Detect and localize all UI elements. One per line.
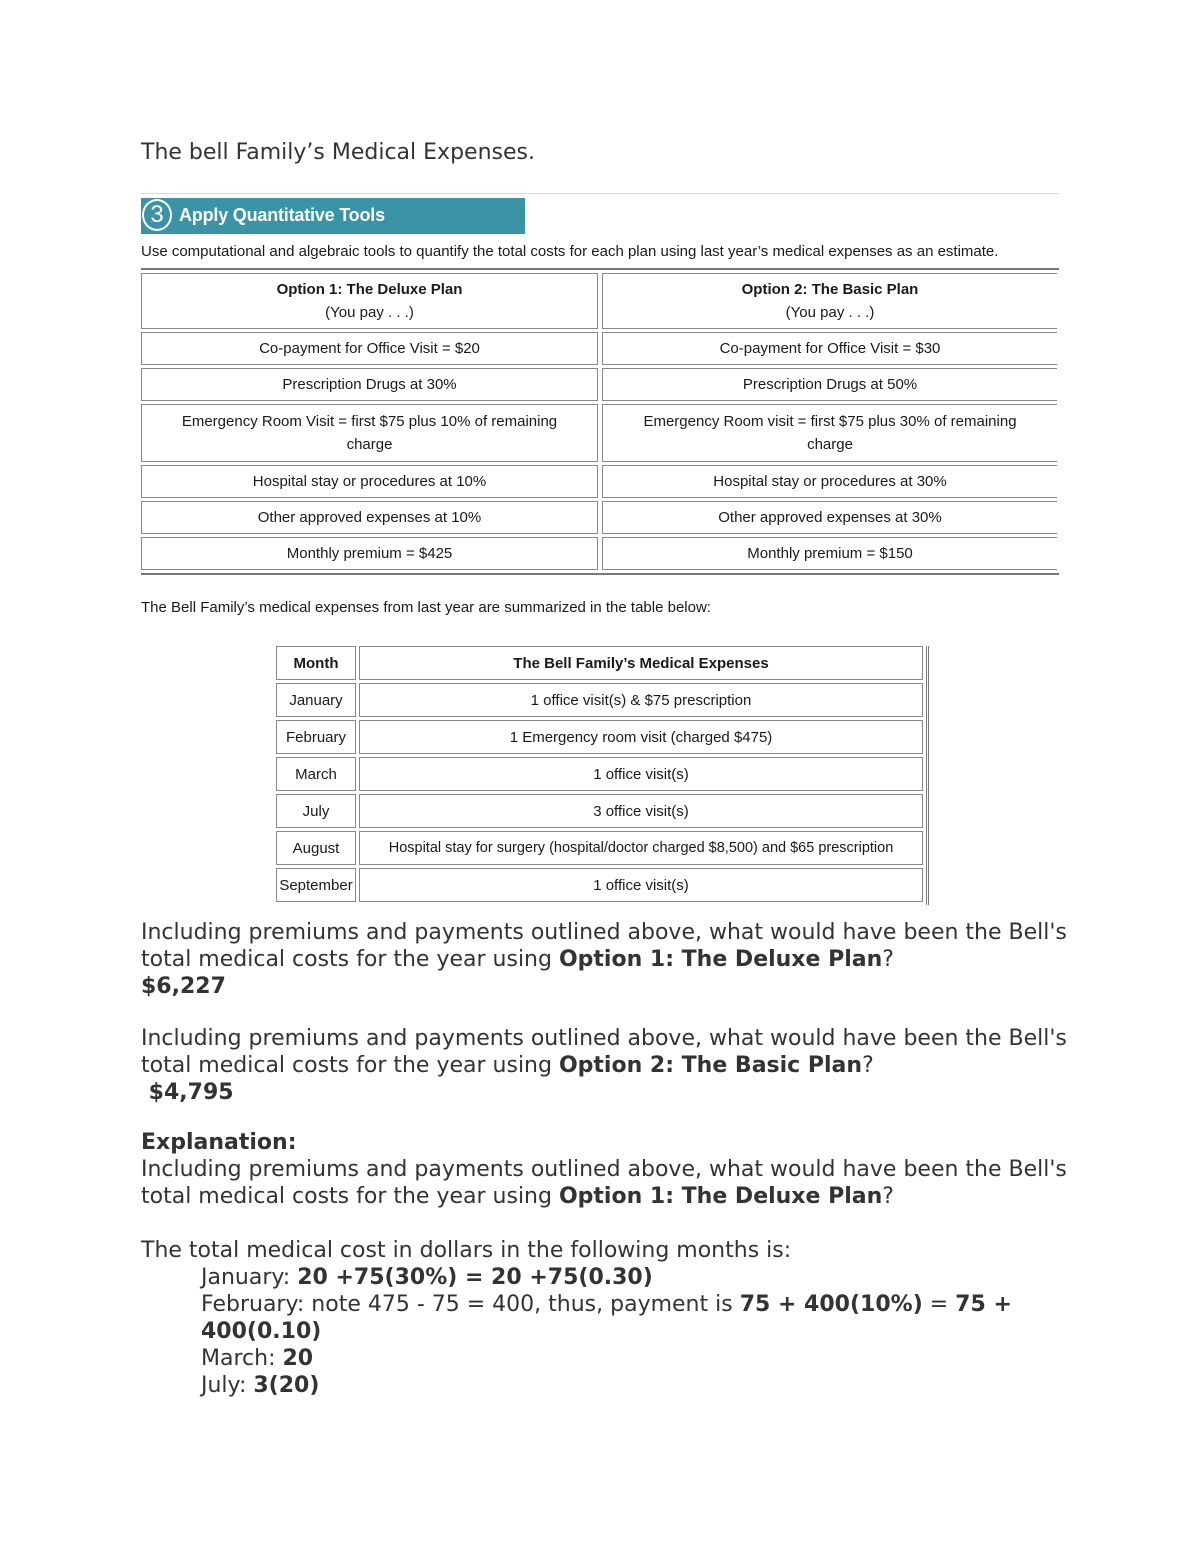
question-mark: ? (882, 1184, 894, 1209)
section-banner (141, 198, 525, 234)
table-cell: Hospital stay or procedures at 10% (141, 465, 598, 498)
calc-label: March: (201, 1346, 283, 1371)
intro-text: Use computational and algebraic tools to quantify the total costs for each plan using last year’s medical expenses as an estimate. (141, 243, 999, 260)
question-mark: ? (882, 947, 894, 972)
calc-value: 20 +75(30%) = 20 +75(0.30) (297, 1265, 653, 1290)
plan-name: Option 2: The Basic Plan (558, 1053, 863, 1078)
explanation-section (141, 1129, 1101, 1399)
table-cell: February (276, 720, 356, 754)
table-row (276, 794, 926, 828)
calc-label: February: note 475 - 75 = 400, thus, payment is (201, 1292, 740, 1317)
table-cell: Other approved expenses at 30% (602, 501, 1057, 534)
calc-label: July: (201, 1373, 254, 1398)
table-row (276, 868, 926, 902)
question-text: Including premiums and payments outlined above, what would have been the Bell's total medical costs for the year using (141, 1026, 1067, 1078)
table-cell: 1 office visit(s) (359, 757, 923, 791)
calc-march (201, 1345, 1101, 1372)
calc-value: 20 (282, 1346, 314, 1371)
table-row (141, 465, 1059, 498)
page-title: The bell Family’s Medical Expenses. (141, 140, 535, 165)
table-cell: July (276, 794, 356, 828)
table-row (276, 683, 926, 717)
table-row (141, 404, 1059, 462)
table-row (141, 273, 1059, 329)
plan-subheading: (You pay . . .) (325, 304, 414, 321)
table-cell: September (276, 868, 356, 902)
table-cell: 1 office visit(s) (359, 868, 923, 902)
table-row (276, 757, 926, 791)
table-cell: Emergency Room Visit = first $75 plus 10% of remaining charge (141, 404, 598, 462)
summary-text: The Bell Family’s medical expenses from last year are summarized in the table below: (141, 599, 711, 616)
table-cell: August (276, 831, 356, 865)
table-cell: March (276, 757, 356, 791)
calc-january (201, 1264, 1101, 1291)
table-row (276, 720, 926, 754)
step-number-badge: 3 (142, 199, 172, 231)
table-cell: Prescription Drugs at 50% (602, 368, 1057, 401)
explanation-heading: Explanation: (141, 1130, 297, 1155)
calc-label: January: (201, 1265, 298, 1290)
table-header-row (276, 646, 926, 680)
table-cell: Co-payment for Office Visit = $30 (602, 332, 1057, 365)
calc-equals: = (922, 1292, 956, 1317)
question-mark: ? (862, 1053, 874, 1078)
calc-value: 3(20) (253, 1373, 320, 1398)
question-1 (141, 919, 1101, 1000)
answer-value: $4,795 (141, 1080, 234, 1105)
calc-february (201, 1291, 1101, 1345)
calc-july (201, 1372, 1101, 1399)
table-row (141, 332, 1059, 365)
table-cell: January (276, 683, 356, 717)
table-row (141, 537, 1059, 570)
month-calculations (141, 1264, 1101, 1399)
table-cell: Prescription Drugs at 30% (141, 368, 598, 401)
plan-header-option1 (141, 273, 598, 329)
calc-value: 75 + 400(10%) (739, 1292, 923, 1317)
column-header: The Bell Family’s Medical Expenses (359, 646, 923, 680)
plan-header-option2 (602, 273, 1057, 329)
math-operators-icon (609, 198, 665, 234)
table-row (141, 368, 1059, 401)
banner-title: Apply Quantitative Tools (179, 205, 385, 225)
plan-name: Option 1: The Deluxe Plan (558, 1184, 883, 1209)
plan-name: Option 1: The Deluxe Plan (558, 947, 883, 972)
table-row (276, 831, 926, 865)
answer-value: $6,227 (141, 974, 226, 999)
plans-table (141, 268, 1059, 575)
table-cell: Monthly premium = $150 (602, 537, 1057, 570)
table-cell: Hospital stay for surgery (hospital/doctor charged $8,500) and $65 prescription (359, 831, 923, 865)
calc-value: 75 + 400(0.10) (201, 1292, 1012, 1344)
table-cell: 3 office visit(s) (359, 794, 923, 828)
plan-subheading: (You pay . . .) (785, 304, 875, 321)
column-header: Month (276, 646, 356, 680)
table-cell: Monthly premium = $425 (141, 537, 598, 570)
table-row (141, 501, 1059, 534)
table-cell: Emergency Room visit = first $75 plus 30% of remaining charge (602, 404, 1057, 462)
question-text: Including premiums and payments outlined above, what would have been the Bell's total medical costs for the year using (141, 1157, 1067, 1209)
table-cell: Hospital stay or procedures at 30% (602, 465, 1057, 498)
explanation-intro: The total medical cost in dollars in the following months is: (141, 1238, 792, 1263)
question-text: Including premiums and payments outlined above, what would have been the Bell's total medical costs for the year using (141, 920, 1067, 972)
divider (141, 193, 1059, 194)
plan-heading: Option 2: The Basic Plan (741, 281, 919, 298)
table-cell: 1 office visit(s) & $75 prescription (359, 683, 923, 717)
table-cell: 1 Emergency room visit (charged $475) (359, 720, 923, 754)
table-cell: Co-payment for Office Visit = $20 (141, 332, 598, 365)
expenses-table (276, 646, 929, 905)
table-cell: Other approved expenses at 10% (141, 501, 598, 534)
plan-heading: Option 1: The Deluxe Plan (276, 281, 463, 298)
question-2 (141, 1025, 1101, 1106)
